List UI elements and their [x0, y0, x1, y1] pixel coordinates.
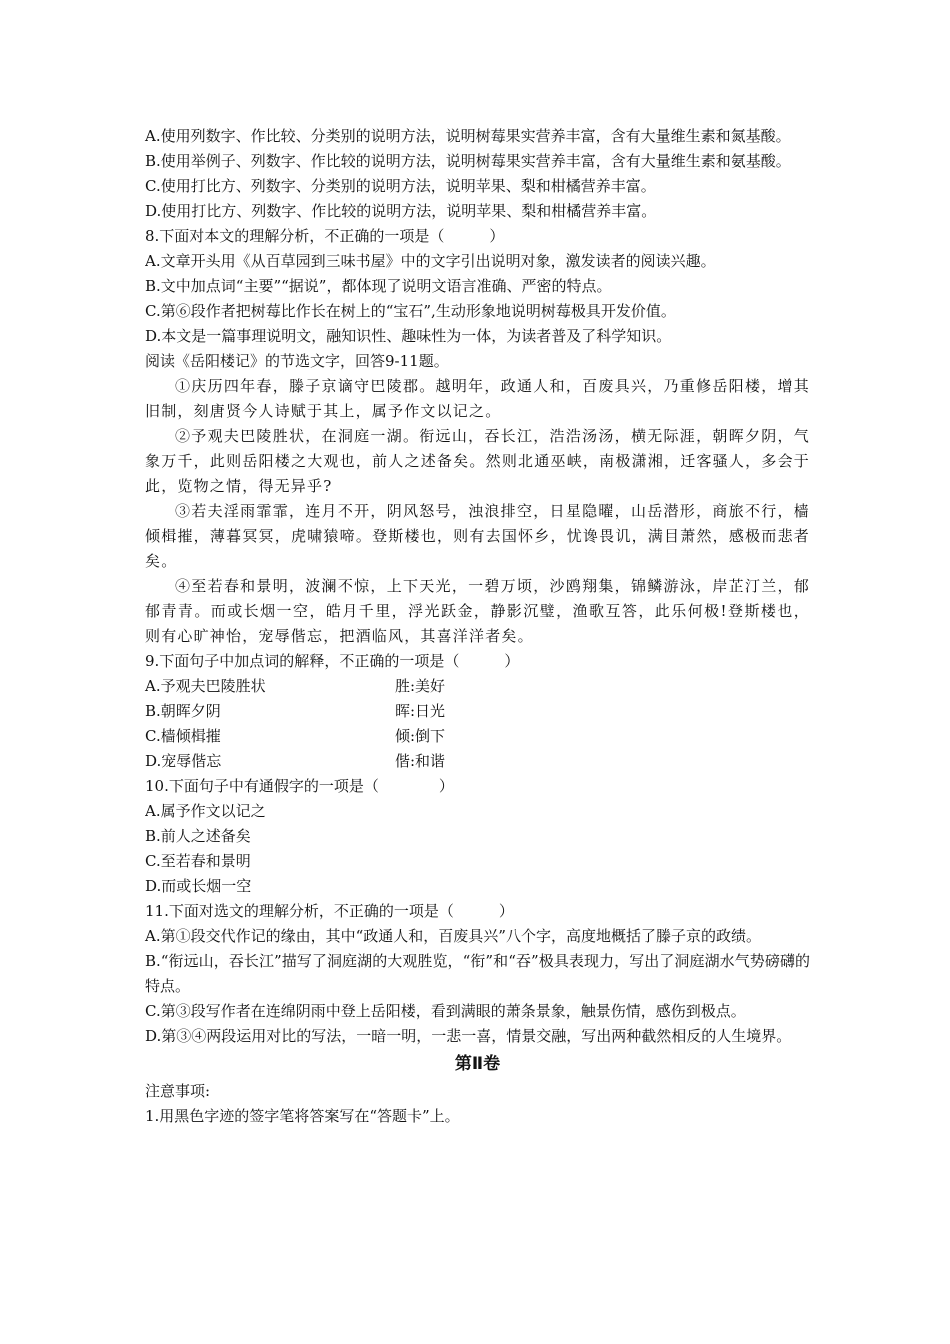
passage-paragraph-4: ④至若春和景明，波澜不惊，上下天光，一碧万顷，沙鸥翔集，锦鳞游泳，岸芷汀兰，郁郁青青。而或长烟一空，皓月千里，浮光跃金，静影沉璧，渔歌互答，此乐何极!登斯楼也，则有心旷神怡，宠辱偕忘，把酒临风，其喜洋洋者矣。 — [145, 577, 810, 645]
notice-label: 注意事项: — [145, 1082, 211, 1100]
notice-item-1: 1.用黑色字迹的签字笔将答案写在“答题卡”上。 — [145, 1107, 460, 1125]
q9-option-a — [145, 674, 810, 699]
q9-option-c-gloss: 倾:倒下 — [395, 727, 446, 745]
q8-option-b: B.文中加点词“主要”“据说”，都体现了说明文语言准确、严密的特点。 — [145, 277, 612, 295]
q8-question: 8.下面对本文的理解分析，不正确的一项是（ ） — [145, 227, 505, 245]
q11-option-b: B.“衔远山，吞长江”描写了洞庭湖的大观胜览，“衔”和“吞”极具表现力，写出了洞庭湖水气势磅礴的特点。 — [145, 952, 810, 995]
q10-question: 10.下面句子中有通假字的一项是（ ） — [145, 777, 454, 795]
q10-option-d: D.而或长烟一空 — [145, 877, 252, 895]
reading-intro: 阅读《岳阳楼记》的节选文字，回答9-11题。 — [145, 352, 449, 370]
q8-option-a: A.文章开头用《从百草园到三味书屋》中的文字引出说明对象，激发读者的阅读兴趣。 — [145, 252, 716, 270]
q11-question: 11.下面对选文的理解分析，不正确的一项是（ ） — [145, 902, 514, 920]
q9-option-a-sentence: A.予观夫巴陵胜状 — [145, 677, 266, 695]
q10-option-a: A.属予作文以记之 — [145, 802, 266, 820]
q8-option-c: C.第⑥段作者把树莓比作长在树上的“宝石”,生动形象地说明树莓极具开发价值。 — [145, 302, 676, 320]
q9-option-d-gloss: 偕:和谐 — [395, 752, 446, 770]
q7-option-c: C.使用打比方、列数字、分类别的说明方法，说明苹果、梨和柑橘营养丰富。 — [145, 177, 656, 195]
q9-option-d-sentence: D.宠辱偕忘 — [145, 752, 222, 770]
q9-option-c — [145, 724, 810, 749]
q9-question: 9.下面句子中加点词的解释，不正确的一项是（ ） — [145, 652, 520, 670]
q9-option-c-sentence: C.樯倾楫摧 — [145, 727, 221, 745]
q9-option-d — [145, 749, 810, 774]
q7-option-a: A.使用列数字、作比较、分类别的说明方法，说明树莓果实营养丰富，含有大量维生素和氮基酸。 — [145, 127, 791, 145]
q10-option-c: C.至若春和景明 — [145, 852, 251, 870]
q11-option-a: A.第①段交代作记的缘由，其中“政通人和，百废具兴”八个字，高度地概括了滕子京的政绩。 — [145, 927, 761, 945]
section-2-title: 第Ⅱ卷 — [454, 1054, 501, 1074]
q7-option-b: B.使用举例子、列数字、作比较的说明方法，说明树莓果实营养丰富，含有大量维生素和氨基酸。 — [145, 152, 791, 170]
passage-paragraph-1: ①庆历四年春，滕子京谪守巴陵郡。越明年，政通人和，百废具兴，乃重修岳阳楼，增其旧制，刻唐贤今人诗赋于其上，属予作文以记之。 — [145, 377, 810, 420]
q7-option-d: D.使用打比方、列数字、作比较的说明方法，说明苹果、梨和柑橘营养丰富。 — [145, 202, 657, 220]
q10-option-b: B.前人之述备矣 — [145, 827, 251, 845]
q11-option-c: C.第③段写作者在连绵阴雨中登上岳阳楼，看到满眼的萧条景象，触景伤情，感伤到极点。 — [145, 1002, 746, 1020]
q9-option-b — [145, 699, 810, 724]
exam-page — [145, 124, 810, 1129]
q9-option-b-sentence: B.朝晖夕阴 — [145, 702, 221, 720]
q9-option-a-gloss: 胜:美好 — [395, 677, 446, 695]
q8-option-d: D.本文是一篇事理说明文，融知识性、趣味性为一体，为读者普及了科学知识。 — [145, 327, 672, 345]
passage-paragraph-2: ②予观夫巴陵胜状，在洞庭一湖。衔远山，吞长江，浩浩汤汤，横无际涯，朝晖夕阴，气象万千，此则岳阳楼之大观也，前人之述备矣。然则北通巫峡，南极潇湘，迁客骚人，多会于此，览物之情，得无异乎? — [145, 427, 810, 495]
q11-option-d: D.第③④两段运用对比的写法，一暗一明，一悲一喜，情景交融，写出两种截然相反的人生境界。 — [145, 1027, 792, 1045]
q9-option-b-gloss: 晖:日光 — [395, 702, 446, 720]
passage-paragraph-3: ③若夫淫雨霏霏，连月不开，阴风怒号，浊浪排空，日星隐曜，山岳潜形，商旅不行，樯倾楫摧，薄暮冥冥，虎啸猿啼。登斯楼也，则有去国怀乡，忧谗畏讥，满目萧然，感极而悲者矣。 — [145, 502, 810, 570]
